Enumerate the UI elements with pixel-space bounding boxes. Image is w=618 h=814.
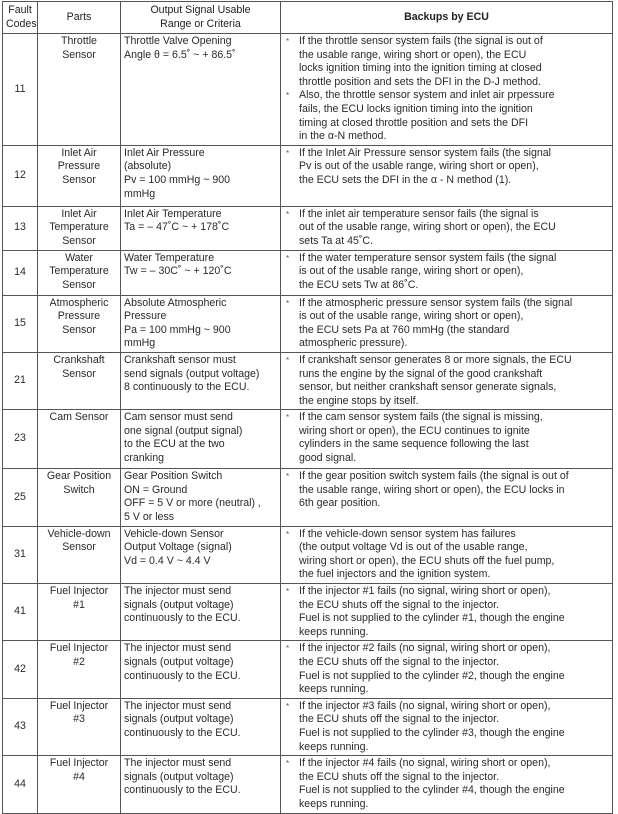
backup-text: If the water temperature sensor system fails (the signal is out of the usable range, wiring short or open), the ECU sets Tw at 86˚C. bbox=[299, 251, 557, 291]
bullet-star-icon: * bbox=[286, 701, 290, 711]
part-name: Throttle Sensor bbox=[38, 34, 121, 146]
table-row bbox=[3, 756, 613, 813]
bullet-star-icon: * bbox=[286, 644, 290, 654]
part-name: Vehicle-down Sensor bbox=[38, 526, 121, 583]
backup-text: If the vehicle-down sensor system has failures (the output voltage Vd is out of the usable range, wiring short or open), the ECU shuts off the fuel pump, the fuel injectors and the ignition system. bbox=[299, 527, 555, 581]
part-name: Crankshaft Sensor bbox=[38, 352, 121, 409]
output-criteria: Crankshaft sensor must send signals (output voltage) 8 continuously to the ECU. bbox=[121, 352, 281, 409]
backup-text: If crankshaft sensor generates 8 or more signals, the ECU runs the engine by the signal of the good crankshaft sensor, but neither crankshaft sensor generate signals, the engine stops by itself. bbox=[299, 353, 572, 407]
backup-text: If the Inlet Air Pressure sensor system fails (the signal Pv is out of the usable range, wiring short or open), the ECU sets the DFI in the α - N method (1). bbox=[299, 146, 551, 186]
bullet-star-icon: * bbox=[286, 37, 290, 46]
fault-code: 21 bbox=[3, 352, 38, 409]
output-criteria: The injector must send signals (output voltage) continuously to the ECU. bbox=[121, 756, 281, 813]
backup-item bbox=[286, 146, 609, 188]
backup-cell bbox=[281, 206, 613, 250]
output-criteria: Inlet Air Temperature Ta = – 47˚C ~ + 178˚C bbox=[121, 206, 281, 250]
backup-cell bbox=[281, 584, 613, 641]
fault-code: 42 bbox=[3, 641, 38, 698]
backup-item bbox=[286, 585, 609, 639]
table-row bbox=[3, 584, 613, 641]
bullet-star-icon: * bbox=[286, 529, 290, 539]
backup-item bbox=[286, 699, 609, 754]
output-criteria: Cam sensor must send one signal (output signal) to the ECU at the two cranking bbox=[121, 410, 281, 469]
backup-item bbox=[286, 207, 609, 249]
bullet-star-icon: * bbox=[286, 355, 290, 365]
header-fault-codes: Fault Codes bbox=[3, 2, 38, 34]
backup-text: If the injector #4 fails (no signal, wiring short or open), the ECU shuts off the signal to the injector. Fuel is not supplied to the cylinder #4, though the engine keeps running. bbox=[299, 757, 565, 810]
table-row bbox=[3, 698, 613, 755]
backup-text: Also, the throttle sensor system and inlet air prpessure fails, the ECU locks ignition timing into the ignition timing at closed throttle position and sets the DFI in the α-N method. bbox=[299, 89, 555, 143]
part-name: Water Temperature Sensor bbox=[38, 250, 121, 295]
backup-item bbox=[286, 296, 609, 351]
bullet-star-icon: * bbox=[286, 148, 290, 158]
backup-cell bbox=[281, 756, 613, 813]
backup-item bbox=[286, 89, 609, 143]
part-name: Inlet Air Pressure Sensor bbox=[38, 145, 121, 206]
bullet-star-icon: * bbox=[286, 759, 290, 769]
backup-cell bbox=[281, 352, 613, 409]
output-criteria: The injector must send signals (output voltage) continuously to the ECU. bbox=[121, 641, 281, 698]
fault-code: 25 bbox=[3, 469, 38, 526]
output-criteria: The injector must send signals (output voltage) continuously to the ECU. bbox=[121, 698, 281, 755]
backup-text: If the injector #1 fails (no signal, wiring short or open), the ECU shuts off the signal to the injector. Fuel is not supplied to the cylinder #1, though the engine keeps running. bbox=[299, 585, 565, 638]
header-backups: Backups by ECU bbox=[281, 2, 613, 34]
part-name: Fuel Injector #2 bbox=[38, 641, 121, 698]
output-criteria: Gear Position Switch ON = Ground OFF = 5 V or more (neutral) , 5 V or less bbox=[121, 469, 281, 526]
backup-cell bbox=[281, 526, 613, 583]
backup-cell bbox=[281, 469, 613, 526]
bullet-star-icon: * bbox=[286, 413, 290, 423]
backup-text: If the inlet air temperature sensor fails (the signal is out of the usable range, wiring short or open), the ECU sets Ta at 45˚C. bbox=[299, 207, 556, 247]
table-row bbox=[3, 352, 613, 409]
fault-code: 43 bbox=[3, 698, 38, 755]
bullet-star-icon: * bbox=[286, 587, 290, 597]
output-criteria: Water Temperature Tw = – 30C˚ ~ + 120˚C bbox=[121, 250, 281, 295]
backup-text: If the injector #2 fails (no signal, wiring short or open), the ECU shuts off the signal to the injector. Fuel is not supplied to the cylinder #2, though the engine keeps running. bbox=[299, 642, 565, 696]
bullet-star-icon: * bbox=[286, 209, 290, 219]
bullet-star-icon: * bbox=[286, 298, 290, 308]
fault-code-table bbox=[2, 1, 613, 814]
table-row bbox=[3, 34, 613, 146]
part-name: Gear Position Switch bbox=[38, 469, 121, 526]
output-criteria: Absolute Atmospheric Pressure Pa = 100 mmHg ~ 900 mmHg bbox=[121, 295, 281, 352]
backup-item bbox=[286, 353, 609, 408]
header-output-signal: Output Signal Usable Range or Criteria bbox=[121, 2, 281, 34]
backup-item bbox=[286, 470, 609, 511]
bullet-star-icon: * bbox=[286, 472, 290, 482]
backup-item bbox=[286, 527, 609, 582]
backup-text: If the cam sensor system fails (the signal is missing, wiring short or open), the ECU continues to ignite cylinders in the same sequence following the last good signal. bbox=[299, 411, 543, 465]
table-row bbox=[3, 206, 613, 250]
backup-item bbox=[286, 411, 609, 465]
fault-code: 12 bbox=[3, 145, 38, 206]
fault-code: 44 bbox=[3, 756, 38, 813]
output-criteria: Throttle Valve Opening Angle θ = 6.5˚ ~ + 86.5˚ bbox=[121, 34, 281, 146]
backup-cell bbox=[281, 34, 613, 146]
fault-code: 14 bbox=[3, 250, 38, 295]
output-criteria: Inlet Air Pressure (absolute) Pv = 100 mmHg ~ 900 mmHg bbox=[121, 145, 281, 206]
table-row bbox=[3, 641, 613, 698]
backup-item bbox=[286, 35, 609, 89]
table-row bbox=[3, 295, 613, 352]
bullet-star-icon: * bbox=[286, 91, 290, 101]
part-name: Cam Sensor bbox=[38, 410, 121, 469]
backup-text: If the gear position switch system fails (the signal is out of the usable range, wiring short or open), the ECU locks in 6th gear position. bbox=[299, 470, 569, 510]
part-name: Fuel Injector #1 bbox=[38, 584, 121, 641]
backup-cell bbox=[281, 410, 613, 469]
table-row bbox=[3, 469, 613, 526]
part-name: Fuel Injector #4 bbox=[38, 756, 121, 813]
backup-text: If the injector #3 fails (no signal, wiring short or open), the ECU shuts off the signal to the injector. Fuel is not supplied to the cylinder #3, though the engine keeps running. bbox=[299, 699, 565, 753]
fault-code: 23 bbox=[3, 410, 38, 469]
backup-text: If the atmospheric pressure sensor system fails (the signal is out of the usable range, wiring short or open), the ECU sets Pa at 760 mmHg (the standard atmospheric pressure). bbox=[299, 296, 573, 350]
table-row bbox=[3, 145, 613, 206]
bullet-star-icon: * bbox=[286, 253, 290, 263]
backup-item bbox=[286, 251, 609, 293]
backup-cell bbox=[281, 250, 613, 295]
header-row bbox=[3, 2, 613, 34]
fault-code: 11 bbox=[3, 34, 38, 146]
fault-code: 31 bbox=[3, 526, 38, 583]
backup-item bbox=[286, 642, 609, 696]
backup-cell bbox=[281, 145, 613, 206]
backup-item bbox=[286, 757, 609, 811]
part-name: Inlet Air Temperature Sensor bbox=[38, 206, 121, 250]
table-row bbox=[3, 250, 613, 295]
output-criteria: The injector must send signals (output voltage) continuously to the ECU. bbox=[121, 584, 281, 641]
output-criteria: Vehicle-down Sensor Output Voltage (signal) Vd = 0.4 V ~ 4.4 V bbox=[121, 526, 281, 583]
backup-cell bbox=[281, 641, 613, 698]
table-row bbox=[3, 526, 613, 583]
part-name: Atmospheric Pressure Sensor bbox=[38, 295, 121, 352]
backup-cell bbox=[281, 295, 613, 352]
part-name: Fuel Injector #3 bbox=[38, 698, 121, 755]
fault-code: 13 bbox=[3, 206, 38, 250]
fault-code: 15 bbox=[3, 295, 38, 352]
backup-cell bbox=[281, 698, 613, 755]
fault-code: 41 bbox=[3, 584, 38, 641]
backup-text: If the throttle sensor system fails (the signal is out of the usable range, wiring short or open), the ECU locks ignition timing into the ignition timing at closed throttle position and sets the DFI in the D-J method. bbox=[299, 35, 543, 88]
header-parts: Parts bbox=[38, 2, 121, 34]
table-row bbox=[3, 410, 613, 469]
